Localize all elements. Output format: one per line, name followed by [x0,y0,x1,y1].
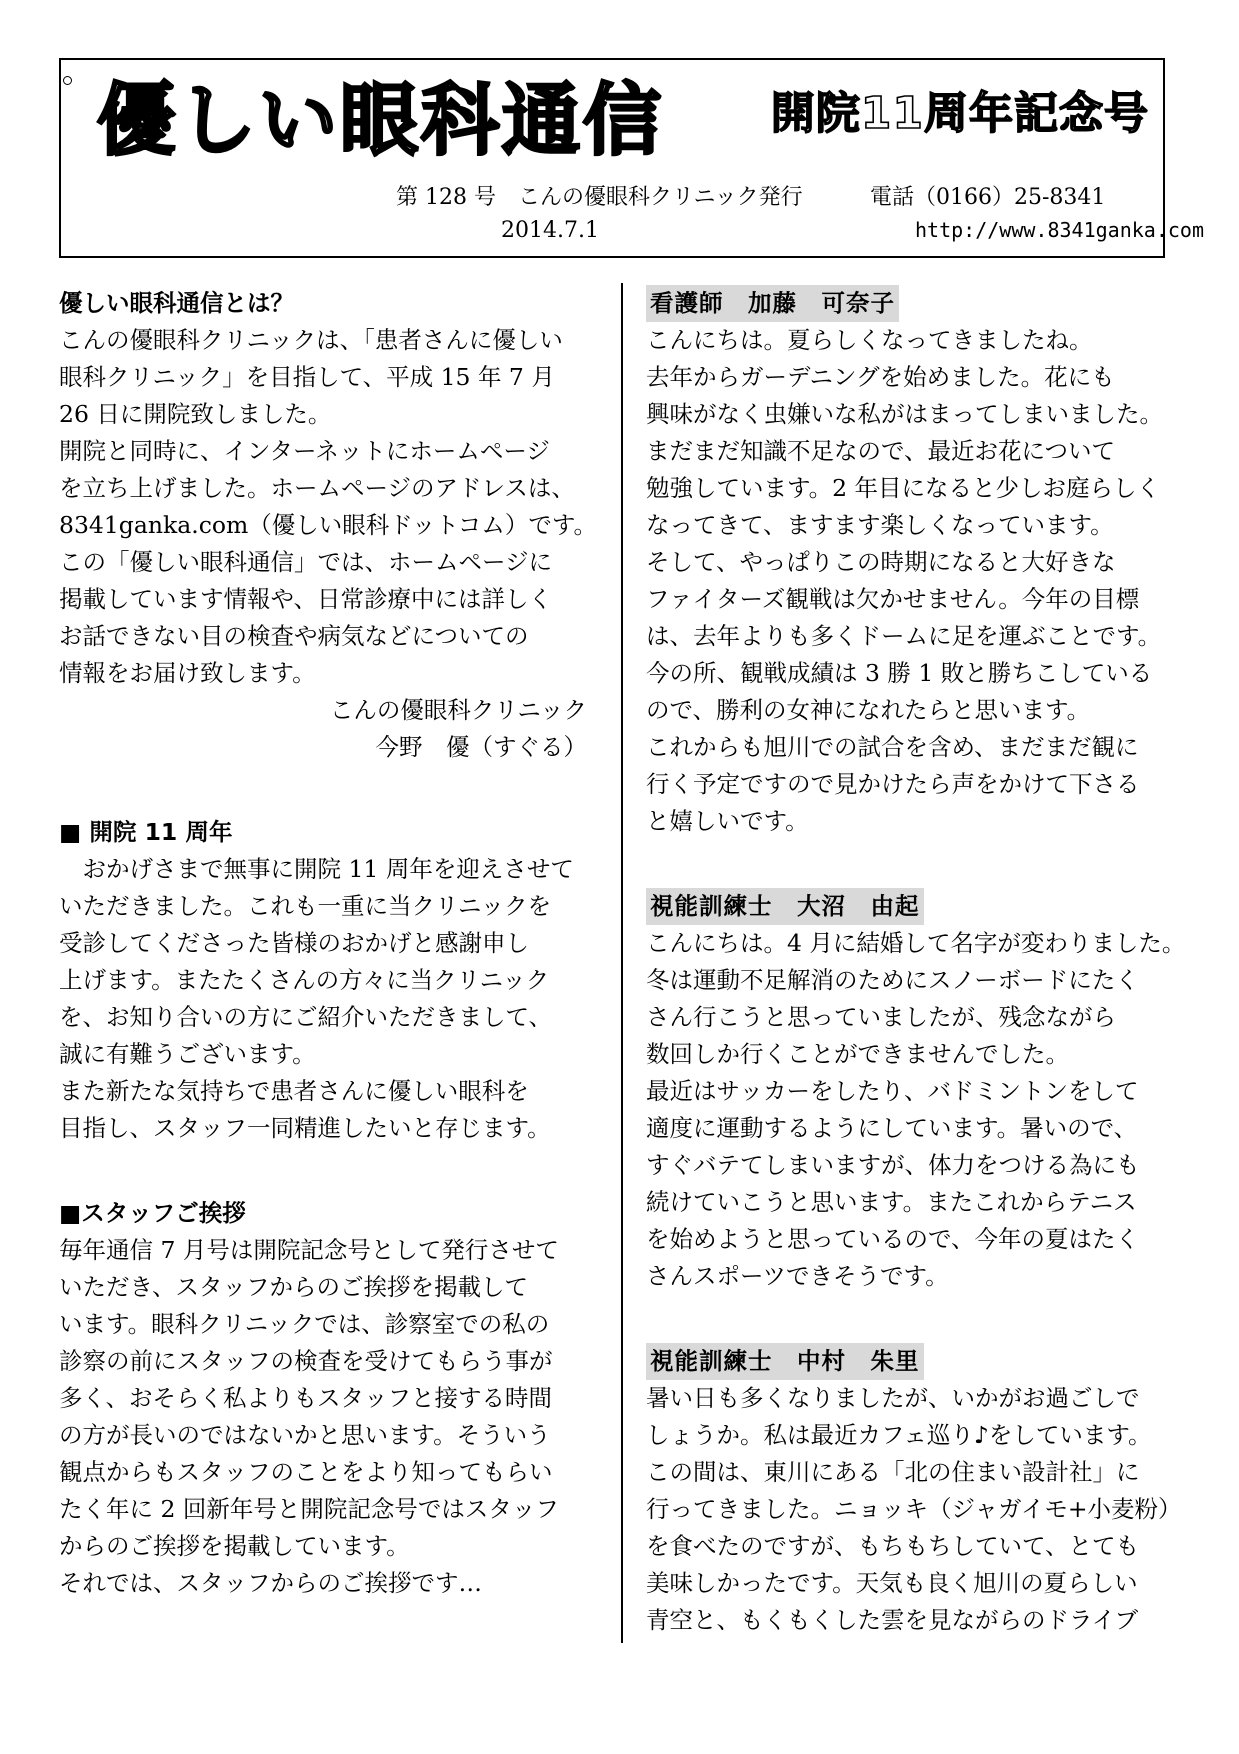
text-line: 数回しか行くことができませんでした。 [646,1040,1069,1068]
masthead [59,58,1204,258]
left-column [59,285,599,1602]
issue-date: 2014.7.1 [501,218,599,243]
staff3-heading: 視能訓練士 中村 朱里 [646,1343,924,1380]
text-line: と嬉しいです。 [646,807,809,835]
text-line: 誠に有難うございます。 [59,1040,316,1068]
text-line: 適度に運動するようにしています。暑いので、 [646,1114,1138,1142]
text-line: 多く、おそらく私よりもスタッフと接する時間 [59,1384,553,1412]
text-line: 8341ganka.com（優しい眼科ドットコム）です。 [59,511,598,539]
text-line: この「優しい眼科通信」では、ホームページに [59,548,553,576]
text-line: すぐバテてしまいますが、体力をつける為にも [646,1151,1140,1179]
right-column [646,285,1186,1639]
text-line: 上げます。またたくさんの方々に当クリニック [59,966,550,994]
special-issue-label: 開院11周年記念号 [770,88,1149,139]
text-line: おかげさまで無事に開院 11 周年を迎えさせて [82,855,574,883]
text-line: 行く予定ですので見かけたら声をかけて下さる [646,770,1140,798]
issue-info [396,180,1106,211]
column-divider [621,283,623,1643]
text-line: さん行こうと思っていましたが、残念ながら [646,1003,1116,1031]
website-url: http://www.8341ganka.com [915,218,1204,242]
text-line: 開院と同時に、インターネットにホームページ [59,437,550,465]
text-line: お話できない目の検査や病気などについての [59,622,529,650]
text-line: 青空と、もくもくした雲を見ながらのドライブ [646,1606,1139,1634]
text-line: ファイターズ観戦は欠かせません。今年の目標 [646,585,1140,613]
signature-clinic: こんの優眼科クリニック [329,696,587,724]
text-line: 続けていこうと思います。またこれからテニス [646,1188,1137,1216]
text-line: これからも旭川での試合を含め、まだまだ観に [646,733,1139,761]
text-line: この間は、東川にある「北の住まい設計社」に [646,1458,1140,1486]
text-line: は、去年よりも多くドームに足を運ぶことです。 [646,622,1162,650]
dot-mark [63,76,72,85]
date-url-row [501,218,1204,243]
text-line: 今の所、観戦成績は 3 勝 1 敗と勝ちこしている [646,659,1153,687]
text-line: を食べたのですが、もちもちしていて、とても [646,1532,1140,1560]
text-line: 26 日に開院致しました。 [59,400,332,428]
text-line: を、お知り合いの方にご紹介いただきまして、 [59,1003,553,1031]
text-line: まだまだ知識不足なので、最近お花について [646,437,1116,465]
text-line: います。眼科クリニックでは、診察室での私の [59,1310,550,1338]
text-line: 最近はサッカーをしたり、バドミントンをして [646,1077,1139,1105]
text-line: 行ってきました。ニョッキ（ジャガイモ+小麦粉） [646,1495,1182,1523]
text-line: 毎年通信 7 月号は開院記念号として発行させて [59,1236,559,1264]
text-line: こんの優眼科クリニックは、「患者さんに優しい [59,326,563,354]
text-line: 美味しかったです。天気も良く旭川の夏らしい [646,1569,1138,1597]
phone-number: 電話（0166）25-8341 [870,185,1106,210]
intro-text [59,322,599,692]
text-line: さんスポーツできそうです。 [646,1262,949,1290]
text-line: 掲載しています情報や、日常診療中には詳しく [59,585,553,613]
text-line: いただき、スタッフからのご挨拶を掲載して [59,1273,529,1301]
text-line: 勉強しています。2 年目になると少しお庭らしく [646,474,1161,502]
text-line: 冬は運動不足解消のためにスノーボードにたく [646,966,1139,994]
text-line: 去年からガーデニングを始めました。花にも [646,363,1115,391]
text-line: の方が長いのではないかと思います。そういう [59,1421,551,1449]
text-line: こんにちは。夏らしくなってきましたね。 [646,326,1093,354]
text-line: 目指し、スタッフ一同精進したいと存じます。 [59,1114,551,1142]
text-line: なってきて、ますます楽しくなっています。 [646,511,1114,539]
text-line: しょうか。私は最近カフェ巡り♪をしています。 [646,1421,1152,1449]
anniversary-text [59,851,599,1147]
anniversary-heading: ■ 開院 11 周年 [59,818,233,846]
staff3-text [646,1380,1186,1639]
text-line: ので、勝利の女神になれたらと思います。 [646,696,1091,724]
staff-greeting-heading: ■スタッフご挨拶 [59,1199,246,1227]
staff2-text [646,925,1186,1295]
text-line: を始めようと思っているので、今年の夏はたく [646,1225,1140,1253]
text-line: を立ち上げました。ホームページのアドレスは、 [59,474,575,502]
staff2-heading: 視能訓練士 大沼 由起 [646,888,924,925]
text-line: また新たな気持ちで患者さんに優しい眼科を [59,1077,529,1105]
staff1-heading: 看護師 加藤 可奈子 [646,285,899,322]
text-line: 興味がなく虫嫌いな私がはまってしまいました。 [646,400,1163,428]
text-line: 診察の前にスタッフの検査を受けてもらう事が [59,1347,553,1375]
issue-publisher: 第 128 号 こんの優眼科クリニック発行 [396,185,803,210]
text-line: 暑い日も多くなりましたが、いかがお過ごしで [646,1384,1140,1412]
text-line: 情報をお届け致します。 [59,659,316,687]
intro-heading: 優しい眼科通信とは？ [59,289,294,317]
signature-name: 今野 優（すぐる） [375,733,587,761]
text-line: からのご挨拶を掲載しています。 [59,1532,410,1560]
staff1-text [646,322,1186,840]
text-line: 受診してくださった皆様のおかげと感謝申し [59,929,529,957]
text-line: 観点からもスタッフのことをより知ってもらい [59,1458,553,1486]
text-line: それでは、スタッフからのご挨拶です… [59,1569,482,1597]
staff-greeting-text [59,1232,599,1602]
text-line: いただきました。これも一重に当クリニックを [59,892,552,920]
text-line: そして、やっぱりこの時期になると大好きな [646,548,1116,576]
text-line: 眼科クリニック」を目指して、平成 15 年 7 月 [59,363,555,391]
text-line: こんにちは。4 月に結婚して名字が変わりました。 [646,929,1186,957]
text-line: たく年に 2 回新年号と開院記念号ではスタッフ [59,1495,559,1523]
newsletter-title: 優しい眼科通信 [97,76,665,166]
